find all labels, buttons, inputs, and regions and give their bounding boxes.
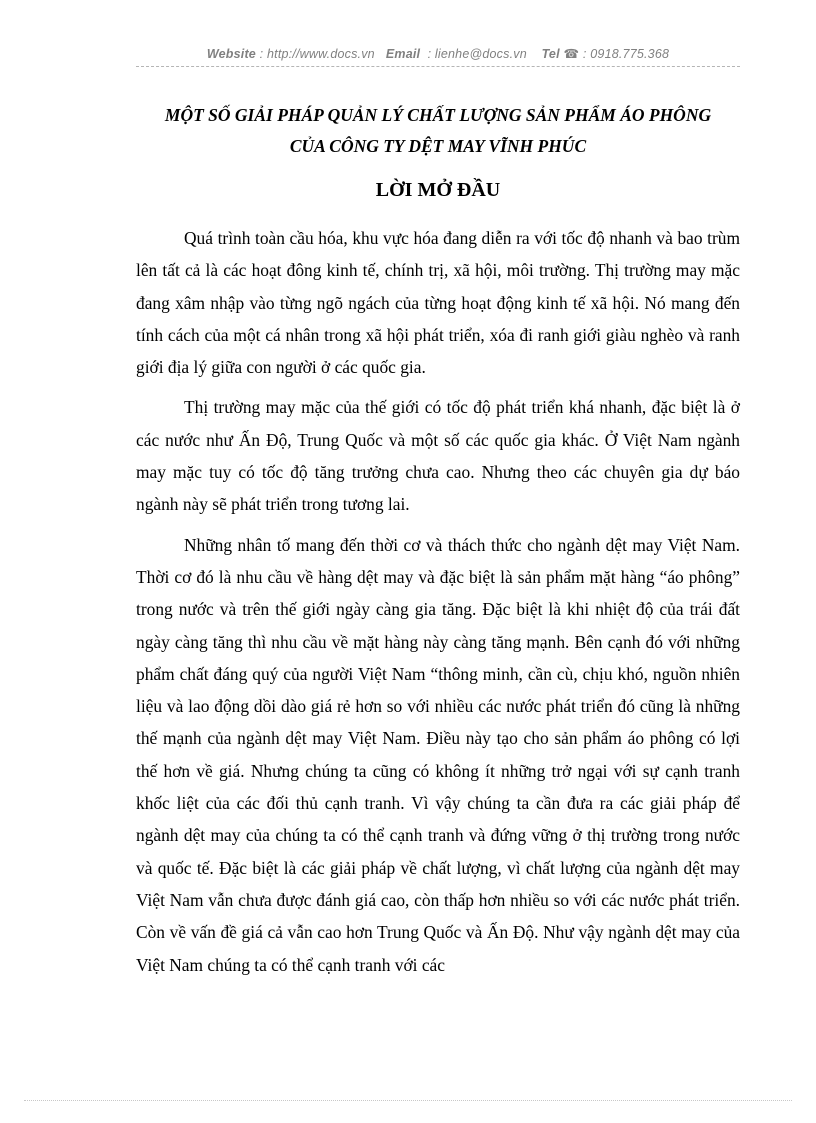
email-value: : lienhe@docs.vn <box>427 47 527 61</box>
paragraph-2: Thị trường may mặc của thế giới có tốc độ phát triển khá nhanh, đặc biệt là ở các nước như Ấn Độ, Trung Quốc và một số các quốc gia khác. Ở Việt Nam ngành may mặc tuy có tốc độ tăng trưởng chưa cao. Nhưng theo các chuyên gia dự báo ngành này sẽ phát triển trong tương lai. <box>136 397 740 515</box>
tel-label: Tel <box>541 47 560 61</box>
website-value: : http://www.docs.vn <box>259 47 375 61</box>
paragraph-1: Quá trình toàn cầu hóa, khu vực hóa đang diễn ra với tốc độ nhanh và bao trùm lên tất cả là các hoạt đông kinh tế, chính trị, xã hội, môi trường. Thị trường may mặc đang xâm nhập vào từng ngõ ngách của từng hoạt động kinh tế xã hội. Nó mang đến tính cách của một cá nhân trong xã hội phát triển, xóa đi ranh giới giàu nghèo và ranh giới địa lý giữa con người ở các quốc gia. <box>136 228 740 378</box>
document-title-line-2: CỦA CÔNG TY DỆT MAY VĨNH PHÚC <box>289 136 587 156</box>
body-text <box>136 222 740 989</box>
website-label: Website <box>206 47 256 61</box>
footer-divider <box>24 1100 792 1101</box>
section-heading: LỜI MỞ ĐẦU <box>375 179 501 201</box>
header-divider <box>136 66 740 67</box>
email-label: Email <box>385 47 421 61</box>
document-title <box>130 100 746 162</box>
document-title-line-1: MỘT SỐ GIẢI PHÁP QUẢN LÝ CHẤT LƯỢNG SẢN PHẨM ÁO PHÔNG <box>164 105 712 125</box>
tel-value: : 0918.775.368 <box>582 47 670 61</box>
page-header <box>136 46 740 61</box>
paragraph-3: Những nhân tố mang đến thời cơ và thách thức cho ngành dệt may Việt Nam. Thời cơ đó là nhu cầu về hàng dệt may và đặc biệt là sản phẩm mặt hàng “áo phông” trong nước và trên thế giới ngày càng gia tăng. Đặc biệt là khi nhiệt độ của trái đất ngày càng tăng thì nhu cầu về mặt hàng này càng tăng mạnh. Bên cạnh đó với những phẩm chất đáng quý của người Việt Nam “thông minh, cần cù, chịu khó, nguồn nhiên liệu và lao động dồi dào giá rẻ hơn so với nhiều các nước phát triển đó cũng là những thế mạnh của ngành dệt may Việt Nam. Điều này tạo cho sản phẩm áo phông có lợi thế hơn về giá. Nhưng chúng ta cũng có không ít những trở ngại với sự cạnh tranh khốc liệt của các đối thủ cạnh tranh. Vì vậy chúng ta cần đưa ra các giải pháp để ngành dệt may của chúng ta có thể cạnh tranh và đứng vững ở thị trường trong nước và quốc tế. Đặc biệt là các giải pháp về chất lượng, vì chất lượng của ngành dệt may Việt Nam vẫn chưa được đánh giá cao, còn thấp hơn nhiều so với các nước phát triển. Còn về vấn đề giá cả vẫn cao hơn Trung Quốc và Ấn Độ. Như vậy ngành dệt may của Việt Nam chúng ta có thể cạnh tranh với các <box>136 534 740 975</box>
phone-icon: ☎ <box>563 47 580 61</box>
